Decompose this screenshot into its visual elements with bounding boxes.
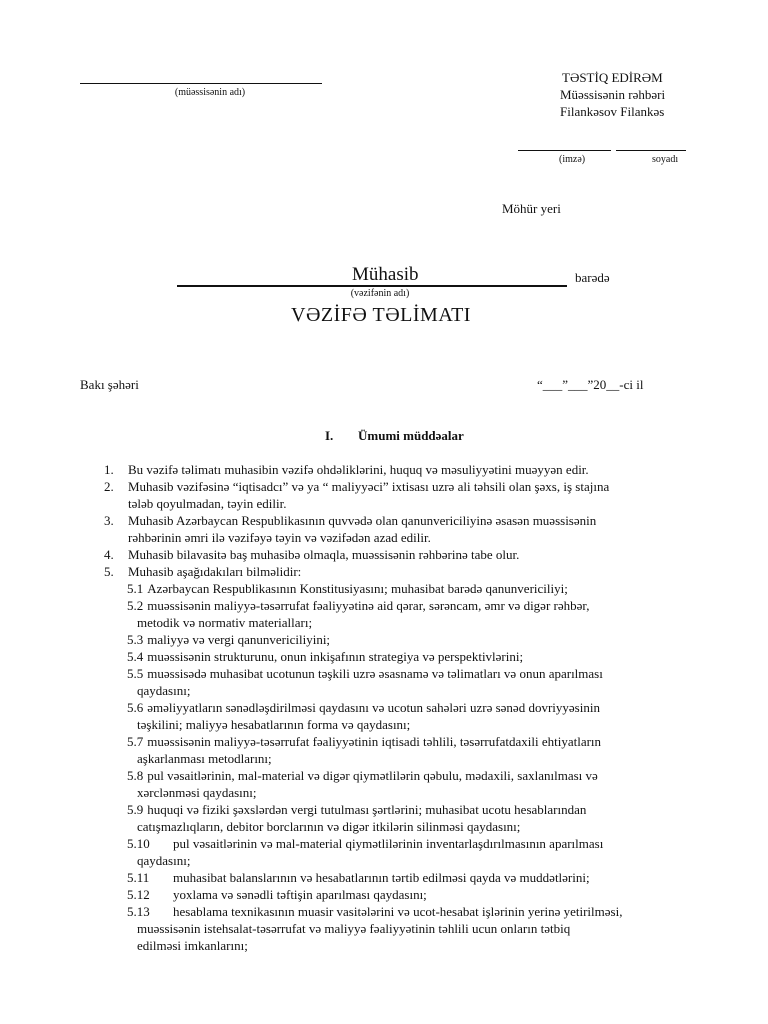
- sub-item: [127, 665, 722, 699]
- sub-item: [127, 835, 722, 869]
- sub-item-number: 5.11: [127, 870, 150, 885]
- document-title: VƏZİFƏ TƏLİMATI: [291, 304, 471, 326]
- sub-item-text: muəssisənin strukturunu, onun inkişafının strategiya və perspektivlərini;: [147, 649, 524, 664]
- sub-item-number: 5.7: [127, 734, 144, 749]
- sub-item-number: 5.2: [127, 598, 144, 613]
- item-number: 4.: [104, 547, 114, 562]
- sub-item: [127, 597, 722, 631]
- sub-item-text: edilməsi imkanlarını;: [137, 938, 248, 953]
- sub-item-text: muəssisədə muhasibat ucotunun təşkili uzrə əsasnamə və təlimatları və onun aparılması: [147, 666, 603, 681]
- sub-item-text: xərclənməsi qaydasını;: [137, 785, 257, 800]
- position-name: Mühasib: [352, 264, 419, 285]
- item-number: 2.: [104, 479, 114, 494]
- section-title: Ümumi müddəalar: [358, 428, 464, 443]
- org-name-caption: (müəssisənin adı): [174, 87, 246, 98]
- item-text: Muhasib vəzifəsinə “iqtisadcı” və ya “ maliyyəci” ixtisası uzrə ali təhsili olan şəxs, iş stajına: [128, 479, 610, 494]
- sub-item-text: maliyyə və vergi qanunvericiliyini;: [147, 632, 331, 647]
- item-text: Muhasib bilavasitə baş muhasibə olmaqla, muəssisənin rəhbərinə tabe olur.: [128, 547, 520, 562]
- sub-item-text: qaydasını;: [137, 853, 191, 868]
- surname-caption: soyadı: [652, 154, 679, 165]
- item-text: Bu vəzifə təlimatı muhasibin vəzifə ohdəliklərini, huquq və məsuliyyətini muəyyən edir.: [128, 462, 589, 477]
- sub-item-number: 5.13: [127, 904, 150, 919]
- sub-item-text: muəssisənin maliyyə-təsərrufat fəaliyyətinə aid qərar, sərəncam, əmr və digər rəhbər,: [147, 598, 590, 613]
- item-text: Muhasib Azərbaycan Respublikasının quvvədə olan qanunvericiliyinə əsasən muəssisənin: [128, 513, 597, 528]
- item-number: 5.: [104, 564, 114, 579]
- sub-item-number: 5.5: [127, 666, 144, 681]
- sub-item: [127, 733, 722, 767]
- surname-line: [616, 150, 686, 151]
- sub-item-number: 5.8: [127, 768, 144, 783]
- approver-name: Filankəsov Filankəs: [560, 104, 665, 119]
- sub-item-text: aşkarlanması metodlarını;: [137, 751, 272, 766]
- sub-item: [127, 869, 722, 886]
- sub-item-number: 5.1: [127, 581, 144, 596]
- sub-item-text: catışmazlıqların, debitor borclarının və digər itkilərin silinməsi qaydasını;: [137, 819, 521, 834]
- sub-item-text: əməliyyatların sənədləşdirilməsi qaydasını və ucotun sahələri uzrə sənəd dovriyyəsinin: [147, 700, 600, 715]
- item-number: 1.: [104, 462, 114, 477]
- position-caption: (vəzifənin adı): [350, 288, 410, 299]
- date-field: “___”___”20__-ci il: [537, 377, 644, 392]
- sub-item-text: pul vəsaitlərinin, mal-material və digər qiymətlilərin qəbulu, mədaxili, saxlanılması və: [147, 768, 598, 783]
- sub-item-text: qaydasını;: [137, 683, 191, 698]
- sub-item-text: hesablama texnikasının muasir vasitələrini və ucot-hesabat işlərinin yerinə yetirilməsi,: [173, 904, 623, 919]
- sub-item-text: muhasibat balanslarının və hesabatlarının tərtib edilməsi qayda və muddətlərini;: [173, 870, 590, 885]
- sub-item: [127, 648, 722, 665]
- sub-item-text: Azərbaycan Respublikasının Konstitusiyasını; muhasibat barədə qanunvericiliyi;: [147, 581, 568, 596]
- sub-item: [127, 580, 722, 597]
- sub-item: [127, 886, 722, 903]
- sub-item-text: huquqi və fiziki şəxslərdən vergi tutulması şərtlərini; muhasibat ucotu hesablarından: [147, 802, 587, 817]
- city: Bakı şəhəri: [80, 377, 139, 392]
- item-number: 3.: [104, 513, 114, 528]
- seal-place: Möhür yeri: [502, 201, 561, 216]
- sub-item-text: pul vəsaitlərinin və mal-material qiymətlilərinin inventarlaşdırılmasının aparılması: [173, 836, 604, 851]
- sub-item-number: 5.12: [127, 887, 150, 902]
- sub-item: [127, 801, 722, 835]
- sub-item-number: 5.6: [127, 700, 144, 715]
- org-name-line: [80, 83, 322, 84]
- sub-item-number: 5.10: [127, 836, 150, 851]
- sub-item: [127, 699, 722, 733]
- signature-caption: (imzə): [559, 154, 586, 165]
- position-about: barədə: [575, 270, 610, 285]
- sub-item-number: 5.4: [127, 649, 144, 664]
- item-text: tələb qoyulmadan, təyin edilir.: [128, 496, 287, 511]
- signature-line: [518, 150, 611, 151]
- approver-role: Müəssisənin rəhbəri: [560, 87, 666, 102]
- sub-item-text: metodik və normativ materialları;: [137, 615, 313, 630]
- sub-item-text: muəssisənin istehsalat-təsərrufat və maliyyə fəaliyyətinin təhlili ucun onların tətbiq: [137, 921, 571, 936]
- sub-item: [127, 631, 722, 648]
- sub-item: [127, 767, 722, 801]
- sub-item-number: 5.9: [127, 802, 144, 817]
- item-text: Muhasib aşağıdakıları bilməlidir:: [128, 564, 302, 579]
- item-text: rəhbərinin əmri ilə vəzifəyə təyin və vəzifədən azad edilir.: [128, 530, 431, 545]
- sub-item: [127, 903, 722, 954]
- section-number: I.: [325, 428, 334, 443]
- position-line: [177, 285, 567, 287]
- sub-item-text: yoxlama və sənədli təftişin aparılması qaydasını;: [173, 887, 427, 902]
- sub-item-number: 5.3: [127, 632, 144, 647]
- sub-item-text: muəssisənin maliyyə-təsərrufat fəaliyyətinin iqtisadi təhlili, təsərrufatdaxili ehtiyatların: [147, 734, 602, 749]
- sub-item-text: təşkilini; maliyyə hesabatlarının forma və qaydasını;: [137, 717, 411, 732]
- approve-title: TƏSTİQ EDİRƏM: [562, 70, 663, 85]
